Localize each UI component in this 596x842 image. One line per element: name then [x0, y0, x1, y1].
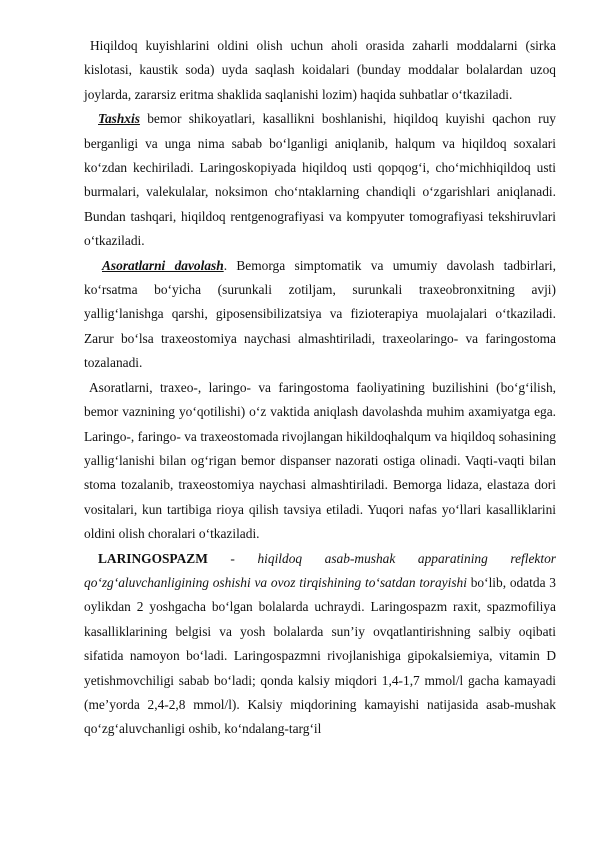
paragraph-complications-detection	[84, 376, 556, 547]
paragraph-diagnosis	[84, 107, 556, 253]
diagnosis-heading: Tashxis	[98, 111, 140, 127]
paragraph-prevention	[84, 34, 556, 107]
paragraph-complications-treatment	[84, 254, 556, 376]
laryngospasm-text: bo‘lib, odatda 3 oylikdan 2 yoshgacha bo‘lgan bolalarda uchraydi. Laringospazm raxit, spazmofiliya kasalliklarining belgisi va yosh bolalarda sun’iy ovqatlantirishning salbiy oqibati sifatida namoyon bo‘ladi. Laringospazmni rivojlanishiga gipokalsiemiya, vitamin D yetishmovchiligi sabab bo‘ladi; qonda kalsiy miqdori 1,4-1,7 mmol/l gacha kamayadi (me’yorda 2,4-2,8 mmol/l). Kalsiy miqdorining kamayishi natijasida asab-mushak qo‘zg‘aluvchanligi oshib, ko‘ndalang-targ‘il	[84, 574, 556, 737]
complications-detection-text: Asoratlarni, traxeo-, laringo- va faringostoma faoliyatining buzilishini (bo‘g‘ilish, bemor vaznining yo‘qotilishi) o‘z vaktida aniqlash davolashda muhim axamiyatga ega. Laringo-, faringo- va traxeostomada rivojlangan hikildoqhalqum va hiqildoq sohasining yallig‘lanishi bilan og‘rigan bemor dispanser nazorati ostiga olinadi. Vaqti-vaqti bilan stoma tozalanib, traxeostomiya naychasi almashtiriladi. Bemorga lidaza, elastaza dori vositalari, kun tartibiga rioya qilish tavsiya etiladi. Yuqori nafas yo‘llari kasalliklarini oldini olish choralari o‘tkaziladi.	[84, 379, 556, 542]
laryngospasm-heading: LARINGOSPAZM	[98, 550, 208, 566]
diagnosis-text: bemor shikoyatlari, kasallikni boshlanishi, hiqildoq kuyishi qachon ruy berganligi va unga nima sabab bo‘lganligi aniqlanib, halqum va hiqildoq soxalari ko‘zdan kechiriladi. Laringoskopiyada hiqildoq usti qopqog‘i, cho‘michhiqildoq usti burmalari, valekulalar, noksimon cho‘ntaklarning chandiqli o‘zgarishlari aniqlanadi. Bundan tashqari, hiqildoq rentgenografiyasi va kompyuter tomografiyasi tekshiruvlari o‘tkaziladi.	[84, 111, 556, 249]
paragraph-laryngospasm	[84, 547, 556, 742]
complications-treatment-heading: Asoratlarni davolash	[102, 257, 224, 273]
laryngospasm-definition: hiqildoq asab-mushak apparatining reflektor qo‘zg‘aluvchanligining oshishi va ovoz tirqishining to‘satdan torayishi	[84, 550, 556, 590]
paragraph-prevention-text: Hiqildoq kuyishlarini oldini olish uchun aholi orasida zaharli moddalarni (sirka kislotasi, kaustik soda) uyda saqlash koidalari (bunday moddalar bolalardan uzoq joylarda, zararsiz eritma shaklida saqlanishi lozim) haqida suhbatlar o‘tkaziladi.	[84, 38, 556, 102]
laryngospasm-dash: -	[207, 550, 258, 566]
complications-treatment-text: . Bemorga simptomatik va umumiy davolash tadbirlari, ko‘rsatma bo‘yicha (surunkali zotiljam, surunkali traxeobronxitning avji) yallig‘lanishga qarshi, giposensibilizatsiya va fizioterapiya muolajalari o‘tkaziladi. Zarur bo‘lsa traxeostomiya naychasi almashtiriladi, traxeolaringo- va faringostoma tozalanadi.	[84, 257, 557, 371]
